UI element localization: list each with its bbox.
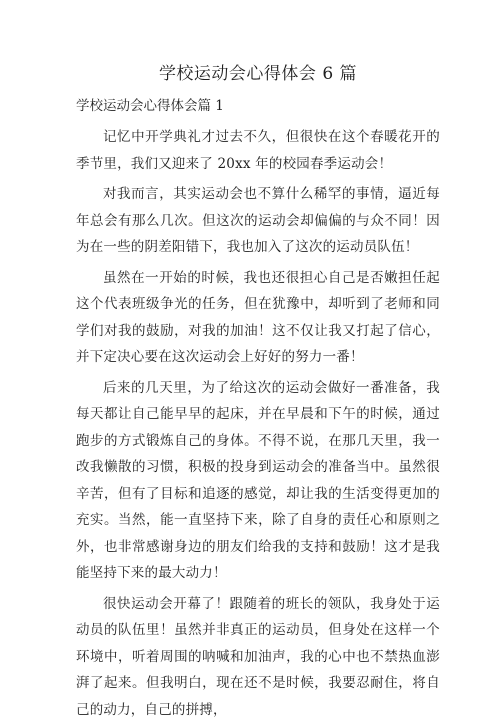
paragraph-1: 记忆中开学典礼才过去不久，但很快在这个春暖花开的季节里，我们又迎来了 20xx 年的校园春季运动会！	[76, 124, 440, 177]
paragraph-3: 虽然在一开始的时候，我也还很担心自己是否嫩担任起这个代表班级争光的任务，但在犹豫中，却听到了老师和同学们对我的鼓励，对我的加油！这不仅让我又打起了信心，并下定决心要在这次运动会上好好的努力一番！	[76, 265, 440, 371]
section-heading: 学校运动会心得体会篇 1	[76, 92, 440, 120]
paragraph-2: 对我而言，其实运动会也不算什么稀罕的事情，逼近每年总会有那么几次。但这次的运动会却偏偏的与众不同！因为在一些的阴差阳错下，我也加入了这次的运动员队伍！	[76, 181, 440, 261]
paragraph-5: 很快运动会开幕了！跟随着的班长的领队，我身处于运动员的队伍里！虽然并非真正的运动员，但身处在这样一个环境中，听着周围的呐喊和加油声，我的心中也不禁热血澎湃了起来。但我明白，现在还不是时候，我要忍耐住，将自己的动力，自己的拼搏，	[76, 591, 440, 723]
paragraph-4: 后来的几天里，为了给这次的运动会做好一番准备，我每天都让自己能早早的起床，并在早晨和下午的时候，通过跑步的方式锻炼自己的身体。不得不说，在那几天里，我一改我懒散的习惯，积极的投身到运动会的准备当中。虽然很辛苦，但有了目标和追逐的感觉，却让我的生活变得更加的充实。当然，能一直坚持下来，除了自身的责任心和原则之外，也非常感谢身边的朋友们给我的支持和鼓励！这才是我能坚持下来的最大动力！	[76, 375, 440, 587]
document-title: 学校运动会心得体会 6 篇	[76, 60, 440, 88]
document-body	[76, 124, 440, 723]
